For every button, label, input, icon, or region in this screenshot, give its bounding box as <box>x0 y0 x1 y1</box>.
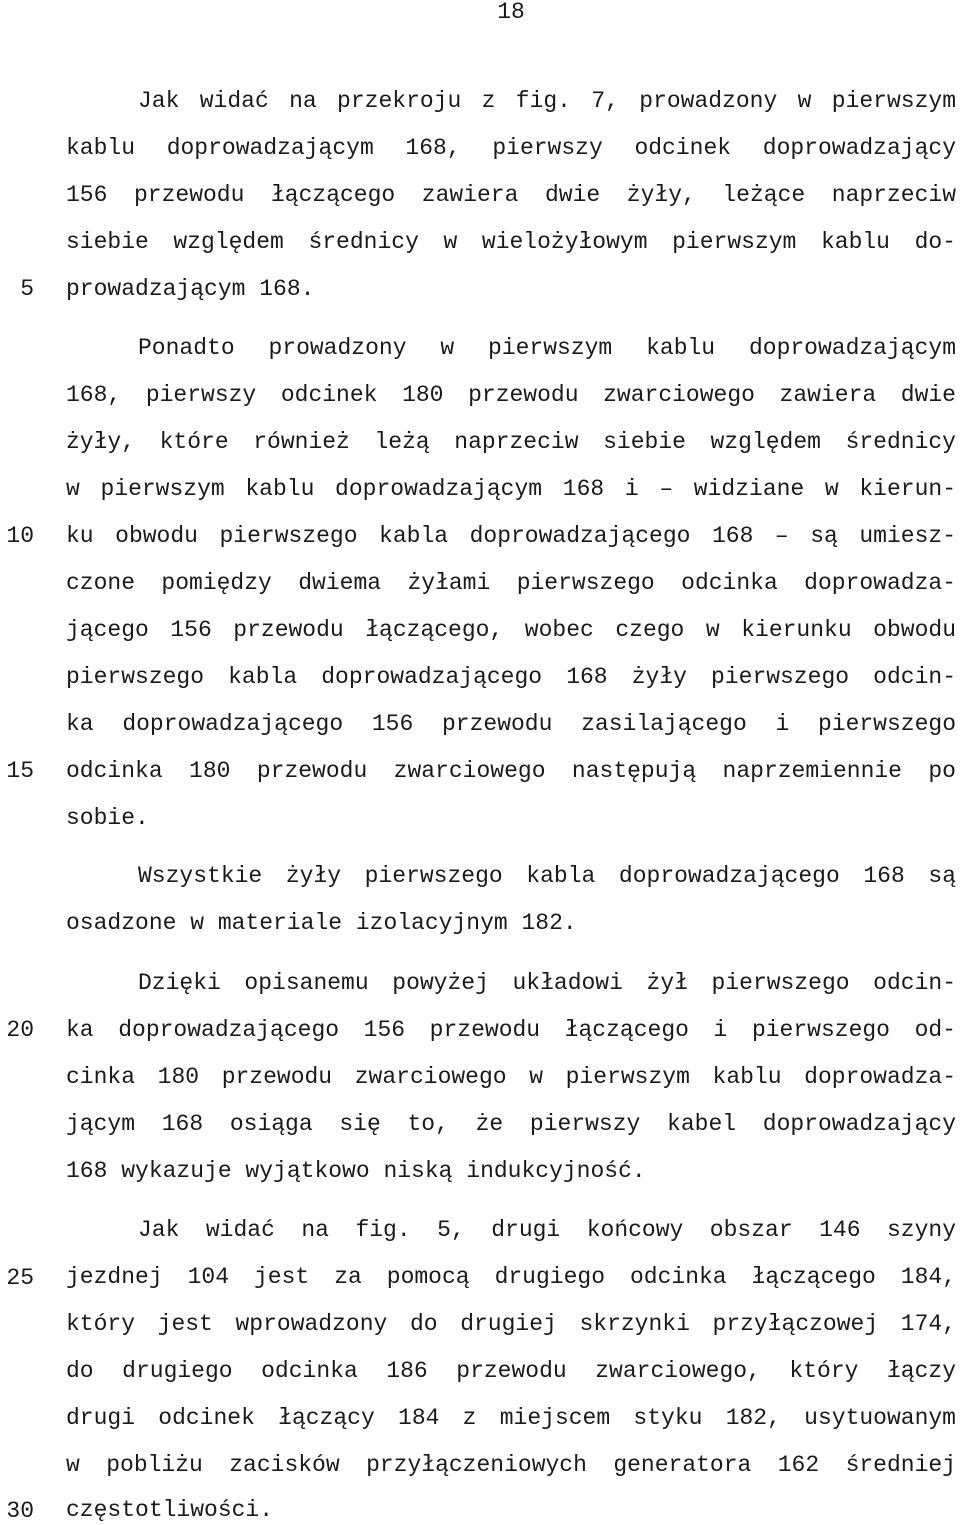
text-line: Jak widać na przekroju z fig. 7, prowadzony w pierwszym <box>138 88 956 114</box>
line-number-10: 10 <box>6 523 34 549</box>
text-line: żyły, które również leżą naprzeciw siebie względem średnicy <box>66 429 956 455</box>
text-line: do drugiego odcinka 186 przewodu zwarciowego, który łączy <box>66 1358 956 1384</box>
text-line: 168 wykazuje wyjątkowo niską indukcyjność. <box>66 1158 646 1184</box>
text-line: ka doprowadzającego 156 przewodu łączącego i pierwszego od- <box>66 1017 956 1043</box>
text-line: kablu doprowadzającym 168, pierwszy odcinek doprowadzający <box>66 135 956 161</box>
page-number: 18 <box>497 0 525 25</box>
text-line: Jak widać na fig. 5, drugi końcowy obszar 146 szyny <box>138 1217 956 1243</box>
text-line: częstotliwości. <box>66 1497 274 1523</box>
text-line: który jest wprowadzony do drugiej skrzynki przyłączowej 174, <box>66 1311 956 1337</box>
line-number-30: 30 <box>6 1498 34 1524</box>
text-line: cinka 180 przewodu zwarciowego w pierwszym kablu doprowadza- <box>66 1064 956 1090</box>
text-line: 168, pierwszy odcinek 180 przewodu zwarciowego zawiera dwie <box>66 382 956 408</box>
text-line: 156 przewodu łączącego zawiera dwie żyły, leżące naprzeciw <box>66 182 956 208</box>
text-line: w pobliżu zacisków przyłączeniowych generatora 162 średniej <box>66 1452 956 1478</box>
text-line: drugi odcinek łączący 184 z miejscem styku 182, usytuowanym <box>66 1405 956 1431</box>
text-line: sobie. <box>66 805 149 831</box>
text-line: siebie względem średnicy w wielożyłowym pierwszym kablu do- <box>66 229 956 255</box>
text-line: Ponadto prowadzony w pierwszym kablu doprowadzającym <box>138 335 956 361</box>
text-line: jącym 168 osiąga się to, że pierwszy kabel doprowadzający <box>66 1111 956 1137</box>
line-number-5: 5 <box>20 276 34 302</box>
text-line: czone pomiędzy dwiema żyłami pierwszego odcinka doprowadza- <box>66 570 956 596</box>
text-line: Wszystkie żyły pierwszego kabla doprowadzającego 168 są <box>138 863 956 889</box>
text-line: prowadzającym 168. <box>66 276 315 302</box>
text-line: Dzięki opisanemu powyżej układowi żył pierwszego odcin- <box>138 970 956 996</box>
text-line: osadzone w materiale izolacyjnym 182. <box>66 910 577 936</box>
text-line: jącego 156 przewodu łączącego, wobec czego w kierunku obwodu <box>66 617 956 643</box>
text-line: jezdnej 104 jest za pomocą drugiego odcinka łączącego 184, <box>66 1264 956 1290</box>
line-number-25: 25 <box>6 1265 34 1291</box>
text-line: odcinka 180 przewodu zwarciowego następują naprzemiennie po <box>66 758 956 784</box>
text-line: w pierwszym kablu doprowadzającym 168 i – widziane w kierun- <box>66 476 956 502</box>
text-line: pierwszego kabla doprowadzającego 168 żyły pierwszego odcin- <box>66 664 956 690</box>
text-line: ku obwodu pierwszego kabla doprowadzającego 168 – są umiesz- <box>66 523 956 549</box>
line-number-15: 15 <box>6 758 34 784</box>
line-number-20: 20 <box>6 1017 34 1043</box>
text-line: ka doprowadzającego 156 przewodu zasilającego i pierwszego <box>66 711 956 737</box>
